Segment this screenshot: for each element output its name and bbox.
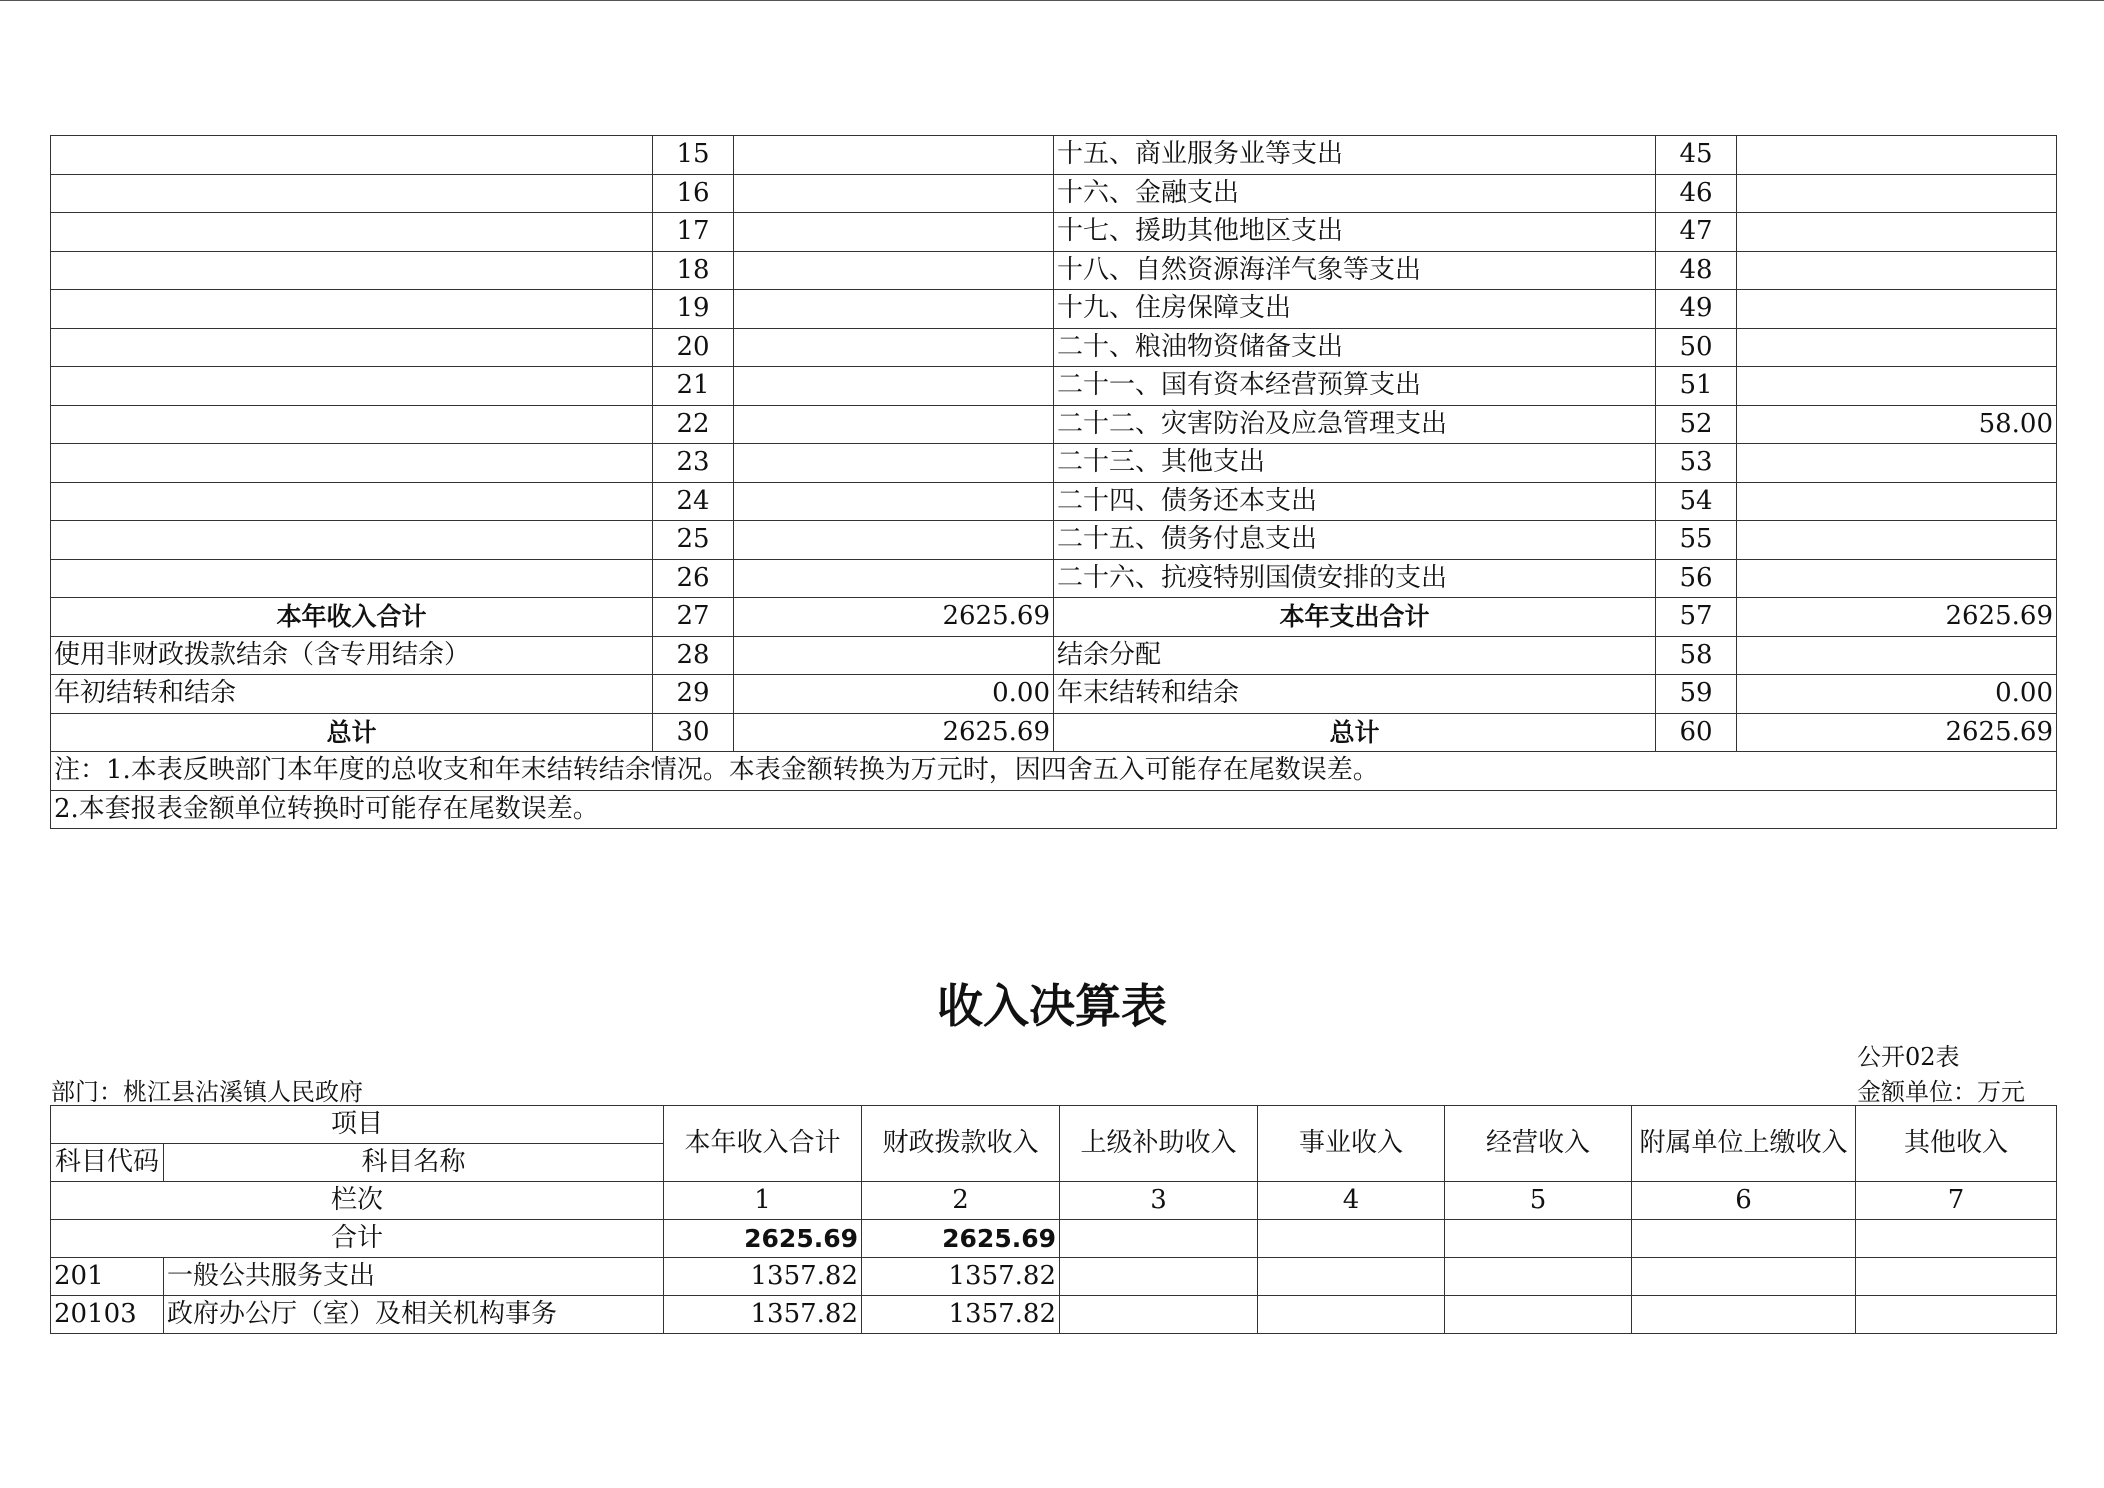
unit-label: 金额单位：万元 <box>1857 1078 2025 1106</box>
income-item-cell <box>51 482 653 521</box>
subject-name-cell: 一般公共服务支出 <box>164 1258 664 1296</box>
header-col-operating: 经营收入 <box>1445 1106 1632 1182</box>
expense-item-cell: 总计 <box>1054 713 1656 752</box>
expense-item-cell: 十九、住房保障支出 <box>1054 290 1656 329</box>
expense-amount-cell: 58.00 <box>1737 405 2057 444</box>
balance-row <box>51 559 2057 598</box>
income-amount-cell <box>734 251 1054 290</box>
income-item-cell: 使用非财政拨款结余（含专用结余） <box>51 636 653 675</box>
column-index-cell: 2 <box>862 1182 1060 1220</box>
note-row <box>51 752 2057 791</box>
amount-cell: 1357.82 <box>664 1296 862 1334</box>
amount-cell <box>1445 1296 1632 1334</box>
row-number-cell: 24 <box>653 482 734 521</box>
expense-amount-cell <box>1737 328 2057 367</box>
income-amount-cell <box>734 521 1054 560</box>
income-data-row <box>51 1296 2057 1334</box>
balance-row <box>51 405 2057 444</box>
amount-cell: 1357.82 <box>664 1258 862 1296</box>
header-col-business: 事业收入 <box>1258 1106 1445 1182</box>
expense-amount-cell: 0.00 <box>1737 675 2057 714</box>
header-code: 科目代码 <box>51 1144 164 1182</box>
total-amount-cell: 2625.69 <box>664 1220 862 1258</box>
income-amount-cell: 0.00 <box>734 675 1054 714</box>
index-row <box>51 1182 2057 1220</box>
row-number-cell: 28 <box>653 636 734 675</box>
total-amount-cell <box>1632 1220 1856 1258</box>
amount-cell <box>1060 1296 1258 1334</box>
expense-amount-cell <box>1737 174 2057 213</box>
column-index-cell: 1 <box>664 1182 862 1220</box>
balance-table <box>50 135 2057 829</box>
expense-amount-cell <box>1737 444 2057 483</box>
balance-row <box>51 713 2057 752</box>
column-index-cell: 7 <box>1856 1182 2057 1220</box>
amount-cell <box>1258 1296 1445 1334</box>
income-item-cell <box>51 213 653 252</box>
income-amount-cell <box>734 290 1054 329</box>
row-number-cell: 50 <box>1656 328 1737 367</box>
row-number-cell: 55 <box>1656 521 1737 560</box>
income-table <box>50 1105 2057 1334</box>
expense-amount-cell <box>1737 136 2057 175</box>
row-number-cell: 21 <box>653 367 734 406</box>
column-index-cell: 5 <box>1445 1182 1632 1220</box>
income-amount-cell <box>734 367 1054 406</box>
income-item-cell <box>51 521 653 560</box>
income-amount-cell <box>734 482 1054 521</box>
row-number-cell: 59 <box>1656 675 1737 714</box>
expense-item-cell: 二十三、其他支出 <box>1054 444 1656 483</box>
balance-row <box>51 598 2057 637</box>
row-number-cell: 60 <box>1656 713 1737 752</box>
expense-item-cell: 十八、自然资源海洋气象等支出 <box>1054 251 1656 290</box>
row-number-cell: 19 <box>653 290 734 329</box>
amount-cell <box>1632 1296 1856 1334</box>
expense-item-cell: 二十四、债务还本支出 <box>1054 482 1656 521</box>
row-number-cell: 17 <box>653 213 734 252</box>
amount-cell <box>1856 1296 2057 1334</box>
total-amount-cell <box>1856 1220 2057 1258</box>
balance-row <box>51 636 2057 675</box>
note-row <box>51 790 2057 829</box>
income-amount-cell <box>734 559 1054 598</box>
amount-cell <box>1060 1258 1258 1296</box>
income-item-cell <box>51 328 653 367</box>
income-amount-cell <box>734 405 1054 444</box>
income-item-cell <box>51 136 653 175</box>
department-label: 部门：桃江县沾溪镇人民政府 <box>51 1078 363 1106</box>
row-number-cell: 25 <box>653 521 734 560</box>
row-number-cell: 48 <box>1656 251 1737 290</box>
amount-cell <box>1632 1258 1856 1296</box>
column-index-cell: 6 <box>1632 1182 1856 1220</box>
row-number-cell: 16 <box>653 174 734 213</box>
expense-item-cell: 十五、商业服务业等支出 <box>1054 136 1656 175</box>
subject-name-cell: 政府办公厅（室）及相关机构事务 <box>164 1296 664 1334</box>
balance-row <box>51 328 2057 367</box>
expense-item-cell: 二十二、灾害防治及应急管理支出 <box>1054 405 1656 444</box>
income-amount-cell <box>734 213 1054 252</box>
row-number-cell: 45 <box>1656 136 1737 175</box>
amount-cell: 1357.82 <box>862 1296 1060 1334</box>
row-number-cell: 26 <box>653 559 734 598</box>
income-item-cell: 本年收入合计 <box>51 598 653 637</box>
column-index-cell: 4 <box>1258 1182 1445 1220</box>
income-item-cell <box>51 444 653 483</box>
expense-amount-cell: 2625.69 <box>1737 713 2057 752</box>
row-number-cell: 23 <box>653 444 734 483</box>
note-text: 2.本套报表金额单位转换时可能存在尾数误差。 <box>51 790 2057 829</box>
header-col-other: 其他收入 <box>1856 1106 2057 1182</box>
income-table-title: 收入决算表 <box>937 979 1167 1033</box>
expense-amount-cell <box>1737 482 2057 521</box>
income-amount-cell <box>734 136 1054 175</box>
expense-amount-cell <box>1737 213 2057 252</box>
expense-amount-cell <box>1737 559 2057 598</box>
row-number-cell: 56 <box>1656 559 1737 598</box>
income-item-cell <box>51 559 653 598</box>
expense-item-cell: 二十五、债务付息支出 <box>1054 521 1656 560</box>
total-row <box>51 1220 2057 1258</box>
row-number-cell: 27 <box>653 598 734 637</box>
note-text: 注：1.本表反映部门本年度的总收支和年末结转结余情况。本表金额转换为万元时，因四舍五入可能存在尾数误差。 <box>51 752 2057 791</box>
index-row-label: 栏次 <box>51 1182 664 1220</box>
row-number-cell: 54 <box>1656 482 1737 521</box>
income-item-cell <box>51 251 653 290</box>
expense-item-cell: 本年支出合计 <box>1054 598 1656 637</box>
expense-item-cell: 十七、援助其他地区支出 <box>1054 213 1656 252</box>
column-index-cell: 3 <box>1060 1182 1258 1220</box>
row-number-cell: 20 <box>653 328 734 367</box>
balance-row <box>51 290 2057 329</box>
page-top-border <box>0 0 2104 1</box>
total-amount-cell <box>1445 1220 1632 1258</box>
income-data-row <box>51 1258 2057 1296</box>
header-col-affiliate: 附属单位上缴收入 <box>1632 1106 1856 1182</box>
expense-amount-cell: 2625.69 <box>1737 598 2057 637</box>
expense-amount-cell <box>1737 636 2057 675</box>
row-number-cell: 15 <box>653 136 734 175</box>
balance-row <box>51 367 2057 406</box>
income-item-cell <box>51 405 653 444</box>
income-amount-cell <box>734 444 1054 483</box>
row-number-cell: 52 <box>1656 405 1737 444</box>
subject-code-cell: 20103 <box>51 1296 164 1334</box>
row-number-cell: 18 <box>653 251 734 290</box>
income-header-row-1 <box>51 1106 2057 1144</box>
income-item-cell <box>51 367 653 406</box>
row-number-cell: 51 <box>1656 367 1737 406</box>
income-item-cell <box>51 174 653 213</box>
expense-item-cell: 年末结转和结余 <box>1054 675 1656 714</box>
balance-row <box>51 675 2057 714</box>
row-number-cell: 53 <box>1656 444 1737 483</box>
header-col-superior-subsidy: 上级补助收入 <box>1060 1106 1258 1182</box>
expense-item-cell: 结余分配 <box>1054 636 1656 675</box>
form-number: 公开02表 <box>1857 1043 1960 1071</box>
expense-amount-cell <box>1737 251 2057 290</box>
row-number-cell: 22 <box>653 405 734 444</box>
row-number-cell: 30 <box>653 713 734 752</box>
header-col-fiscal: 财政拨款收入 <box>862 1106 1060 1182</box>
balance-row <box>51 174 2057 213</box>
income-amount-cell <box>734 174 1054 213</box>
row-number-cell: 57 <box>1656 598 1737 637</box>
total-amount-cell <box>1258 1220 1445 1258</box>
balance-row <box>51 482 2057 521</box>
header-col-total: 本年收入合计 <box>664 1106 862 1182</box>
balance-row <box>51 251 2057 290</box>
header-name: 科目名称 <box>164 1144 664 1182</box>
amount-cell <box>1856 1258 2057 1296</box>
expense-item-cell: 二十、粮油物资储备支出 <box>1054 328 1656 367</box>
income-amount-cell <box>734 328 1054 367</box>
income-amount-cell <box>734 636 1054 675</box>
row-number-cell: 49 <box>1656 290 1737 329</box>
balance-row <box>51 213 2057 252</box>
header-project: 项目 <box>51 1106 664 1144</box>
total-amount-cell <box>1060 1220 1258 1258</box>
expense-item-cell: 二十一、国有资本经营预算支出 <box>1054 367 1656 406</box>
income-amount-cell: 2625.69 <box>734 713 1054 752</box>
amount-cell <box>1445 1258 1632 1296</box>
subject-code-cell: 201 <box>51 1258 164 1296</box>
income-item-cell: 年初结转和结余 <box>51 675 653 714</box>
income-item-cell <box>51 290 653 329</box>
amount-cell <box>1258 1258 1445 1296</box>
expense-item-cell: 二十六、抗疫特别国债安排的支出 <box>1054 559 1656 598</box>
income-item-cell: 总计 <box>51 713 653 752</box>
row-number-cell: 46 <box>1656 174 1737 213</box>
balance-row <box>51 444 2057 483</box>
expense-amount-cell <box>1737 521 2057 560</box>
row-number-cell: 58 <box>1656 636 1737 675</box>
balance-row <box>51 521 2057 560</box>
expense-item-cell: 十六、金融支出 <box>1054 174 1656 213</box>
row-number-cell: 47 <box>1656 213 1737 252</box>
row-number-cell: 29 <box>653 675 734 714</box>
total-amount-cell: 2625.69 <box>862 1220 1060 1258</box>
expense-amount-cell <box>1737 290 2057 329</box>
expense-amount-cell <box>1737 367 2057 406</box>
total-row-label: 合计 <box>51 1220 664 1258</box>
amount-cell: 1357.82 <box>862 1258 1060 1296</box>
income-amount-cell: 2625.69 <box>734 598 1054 637</box>
balance-row <box>51 136 2057 175</box>
